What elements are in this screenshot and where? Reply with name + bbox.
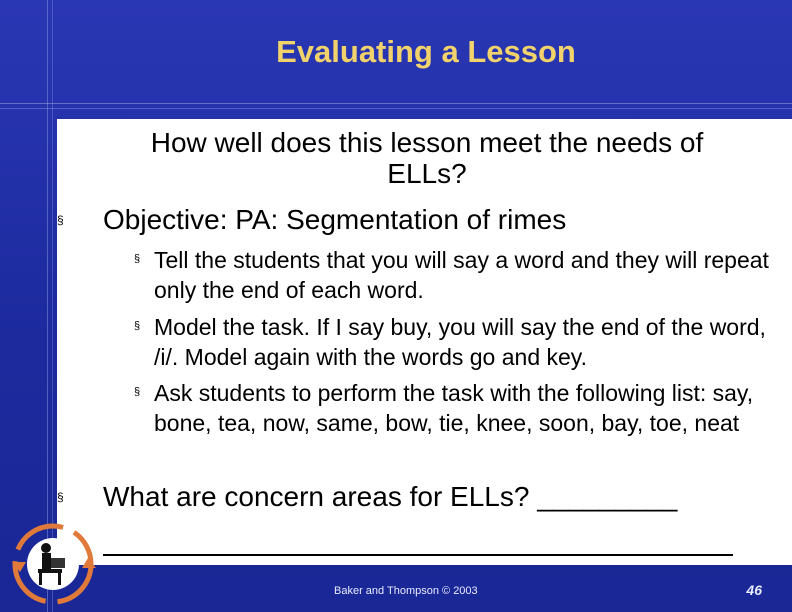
bullet-marker: §	[57, 490, 64, 504]
bullet-text: Objective: PA: Segmentation of rimes	[103, 204, 567, 235]
footer-credit: Baker and Thompson © 2003	[334, 585, 478, 597]
bullet-marker: §	[134, 320, 141, 332]
page-number: 46	[746, 582, 762, 598]
sub-bullet-text: Model the task. If I say buy, you will say the end of the word, /i/. Model again with the words go and key.	[154, 314, 766, 370]
decorative-horizontal-line	[0, 108, 792, 109]
reader-recycle-logo-icon	[8, 518, 98, 610]
content-area	[57, 119, 792, 565]
sub-bullet-text: Ask students to perform the task with the following list: say, bone, tea, now, same, bow, tie, knee, soon, bay, toe, neat	[154, 380, 754, 436]
bullet-marker: §	[134, 253, 141, 265]
decorative-horizontal-line	[0, 103, 792, 104]
bullet-marker: §	[57, 213, 64, 227]
question-text: How well does this lesson meet the needs of ELLs?	[150, 127, 704, 189]
slide-title: Evaluating a Lesson	[276, 34, 576, 69]
bullet-marker: §	[134, 386, 141, 398]
answer-blank-line	[103, 554, 733, 556]
sub-bullet-text: Tell the students that you will say a word and they will repeat only the end of each word.	[154, 247, 769, 303]
bullet-text: What are concern areas for ELLs? _________	[103, 481, 678, 512]
